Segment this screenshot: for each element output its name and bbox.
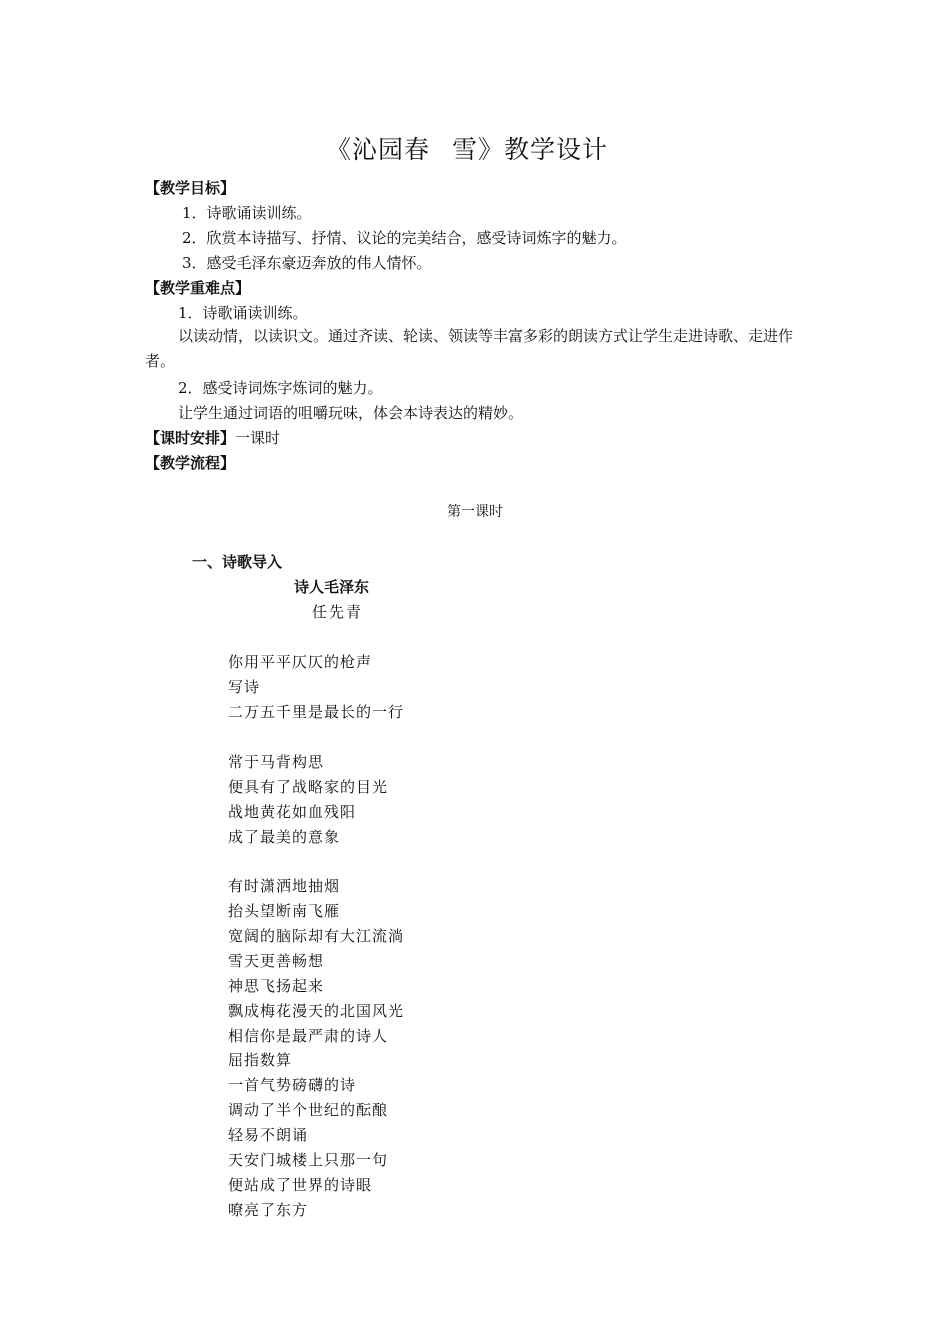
poem-line: 雪天更善畅想 <box>228 952 325 970</box>
poem-line: 便具有了战略家的目光 <box>228 778 389 796</box>
poem-line: 一首气势磅礴的诗 <box>228 1076 357 1094</box>
keypoints-heading: 【教学重难点】 <box>145 279 251 297</box>
poem-line: 战地黄花如血残阳 <box>228 803 357 821</box>
poem-line: 二万五千里是最长的一行 <box>228 703 405 721</box>
title-part-2: 雪》教学设计 <box>452 135 609 164</box>
poem-line: 屈指数算 <box>228 1051 293 1069</box>
keypoint-item-1: 1．诗歌诵读训练。 <box>178 304 308 322</box>
objectives-heading: 【教学目标】 <box>145 179 236 197</box>
section-heading: 一、诗歌导入 <box>192 553 283 571</box>
poem-line: 写诗 <box>228 678 261 696</box>
poem-title: 诗人毛泽东 <box>294 578 370 596</box>
poem-line: 天安门城楼上只那一句 <box>228 1151 389 1169</box>
poem-line: 有时潇洒地抽烟 <box>228 877 341 895</box>
poem-line: 宽阔的脑际却有大江流淌 <box>228 927 405 945</box>
poem-line: 成了最美的意象 <box>228 828 341 846</box>
keypoint-item-1-detail: 以读动情，以读识文。通过齐读、轮读、领读等丰富多彩的朗读方式让学生走进诗歌、走进作者。 <box>145 327 794 370</box>
lesson-label: 第一课时 <box>447 504 503 520</box>
poem-line: 轻易不朗诵 <box>228 1126 309 1144</box>
schedule-value: 一课时 <box>235 429 281 447</box>
objective-item-1: 1．诗歌诵读训练。 <box>182 204 312 222</box>
poem-line: 飘成梅花漫天的北国风光 <box>228 1002 405 1020</box>
title-part-1: 《沁园春 <box>325 135 430 164</box>
poem-line: 神思飞扬起来 <box>228 977 325 995</box>
poem-line: 调动了半个世纪的酝酿 <box>228 1101 389 1119</box>
schedule-row <box>145 427 280 448</box>
page-title <box>0 130 934 166</box>
schedule-heading: 【课时安排】 <box>145 429 236 447</box>
poem-line: 常于马背构思 <box>228 753 325 771</box>
poem-line: 你用平平仄仄的枪声 <box>228 653 373 671</box>
poem-line: 相信你是最严肃的诗人 <box>228 1027 389 1045</box>
poem-line: 抬头望断南飞雁 <box>228 902 341 920</box>
objective-item-3: 3．感受毛泽东豪迈奔放的伟人情怀。 <box>182 254 432 272</box>
keypoint-item-2-detail: 让学生通过词语的咀嚼玩味，体会本诗表达的精妙。 <box>178 404 524 422</box>
keypoint-item-2: 2．感受诗词炼字炼词的魅力。 <box>178 379 383 397</box>
poem-line: 嘹亮了东方 <box>228 1201 309 1219</box>
poem-line: 便站成了世界的诗眼 <box>228 1176 373 1194</box>
process-heading: 【教学流程】 <box>145 454 236 472</box>
objective-item-2: 2．欣赏本诗描写、抒情、议论的完美结合，感受诗词炼字的魅力。 <box>182 229 627 247</box>
poem-author: 任先青 <box>312 603 364 621</box>
